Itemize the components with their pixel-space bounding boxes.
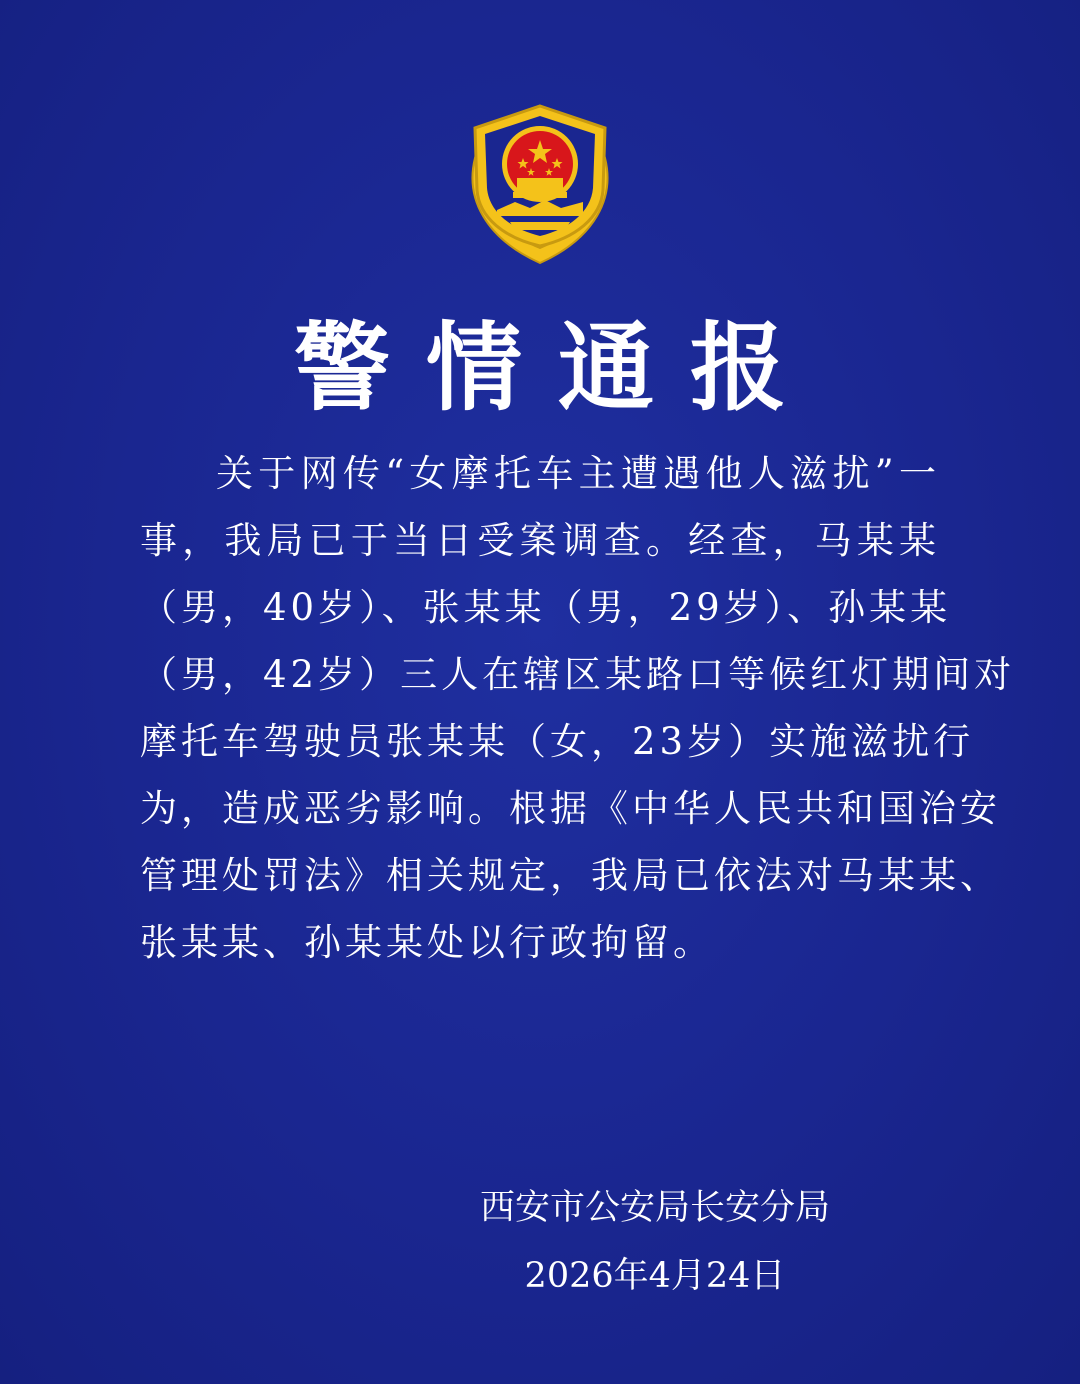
notice-line: 张某某、孙某某处以行政拘留。 (140, 921, 714, 964)
notice-line: 事，我局已于当日受案调查。经查，马某某 (140, 519, 940, 562)
issue-date: 2026年4月24日 (524, 1256, 786, 1296)
notice-line: 摩托车驾驶员张某某（女，23岁）实施滋扰行 (140, 720, 975, 763)
notice-line: 为，造成恶劣影响。根据《中华人民共和国治安 (140, 787, 1001, 830)
notice-line: （男，42岁）三人在辖区某路口等候红灯期间对 (140, 653, 1016, 696)
notice-body (140, 440, 1016, 976)
police-emblem-icon (455, 98, 625, 268)
notice-line: 管理处罚法》相关规定，我局已依法对马某某、 (140, 854, 1001, 897)
notice-line: （男，40岁）、张某某（男，29岁）、孙某某 (140, 586, 952, 629)
issuer-name: 西安市公安局长安分局 (479, 1188, 830, 1228)
notice-line: 关于网传“女摩托车主遭遇他人滋扰”一 (216, 452, 940, 495)
notice-title: 警情通报 (294, 311, 822, 424)
